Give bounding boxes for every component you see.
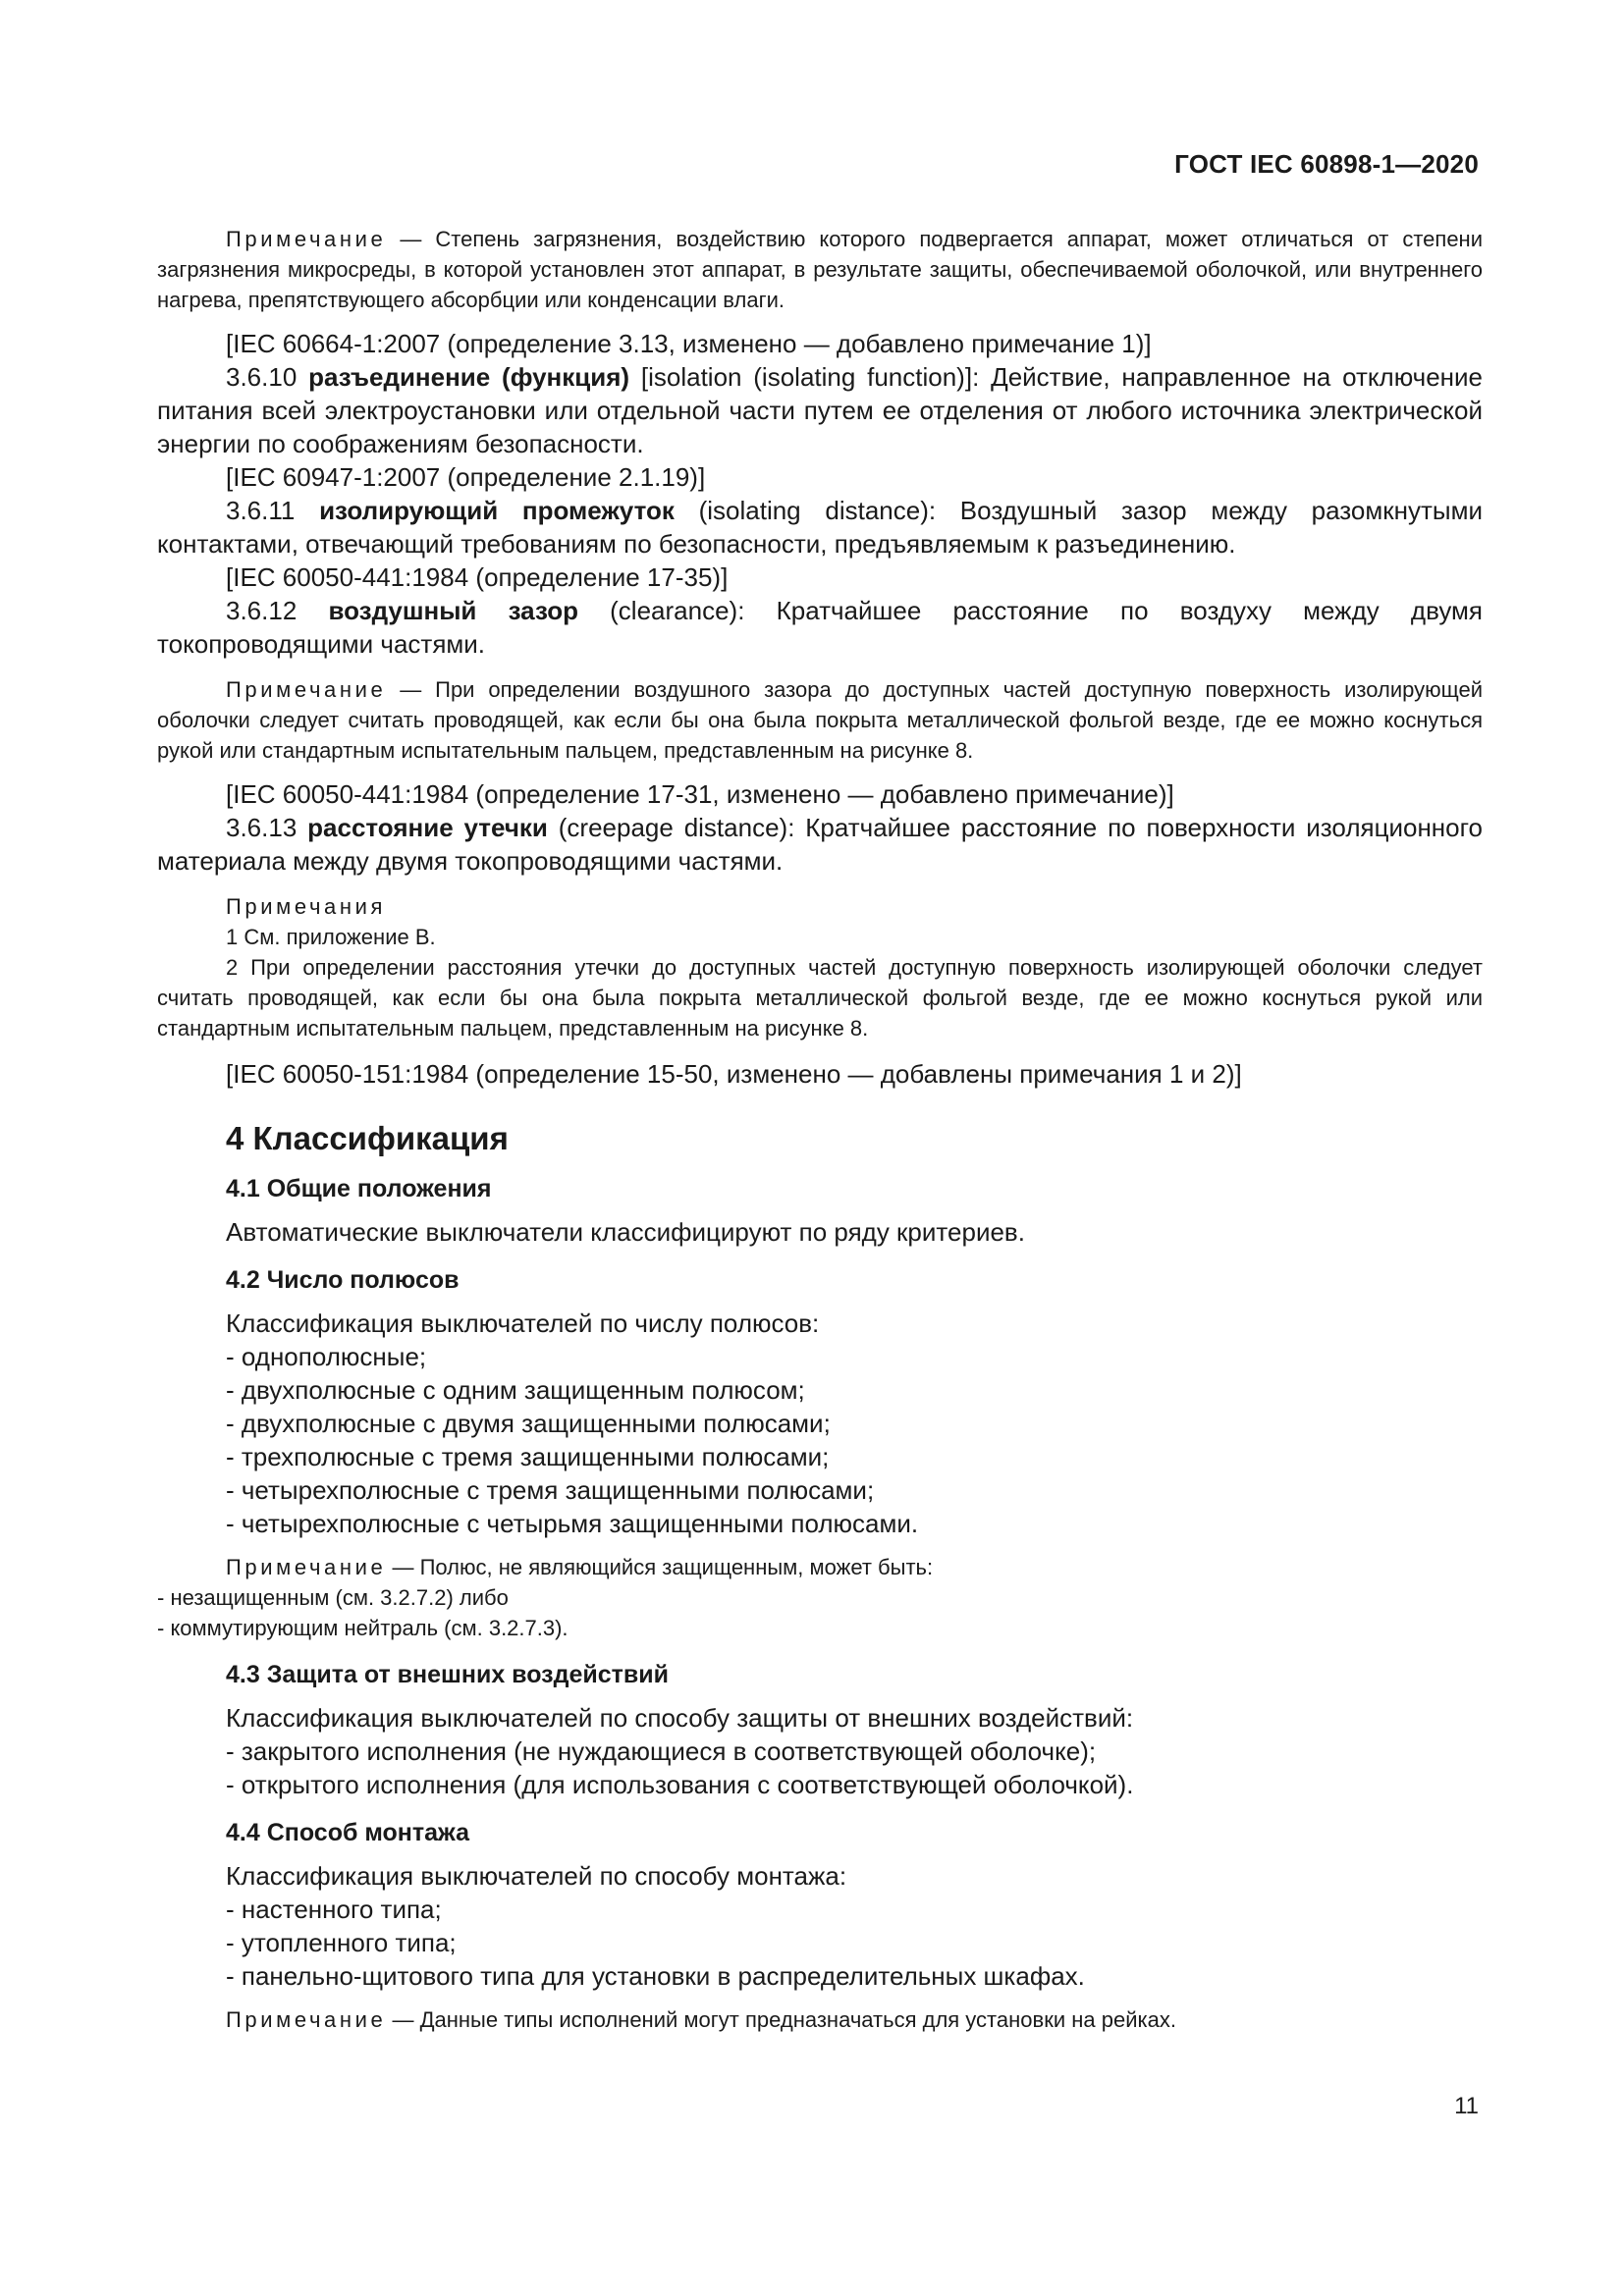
list-item: - двухполюсные с двумя защищенными полюсами;	[226, 1409, 831, 1438]
list-item: - открытого исполнения (для использования с соответствующей оболочкой).	[226, 1770, 1134, 1799]
notes-label: Примечания	[226, 894, 387, 919]
section-4-heading: 4 Классификация	[226, 1120, 509, 1156]
note-label: Примечание	[226, 227, 387, 251]
definition-term: воздушный зазор	[328, 596, 578, 625]
note-list-item: - незащищенным (см. 3.2.7.2) либо	[157, 1585, 509, 1610]
note-label: Примечание	[226, 1555, 387, 1579]
definition-term: расстояние утечки	[307, 813, 548, 842]
note-poles: Примечание — Полюс, не являющийся защищенным, может быть:	[226, 1555, 934, 1579]
list-item: - четырехполюсные с четырьмя защищенными полюсами.	[226, 1509, 919, 1538]
note-pollution: Примечание — Степень загрязнения, воздействию которого подвергается аппарат, может отличаться от степени загрязнения микросреды, в которой установлен этот аппарат, в результате защиты, обеспечиваемой оболочкой, или внутреннего нагрева, препятствующего абсорбции или конденсации влаги.	[157, 227, 1483, 312]
section-4-2-intro: Классификация выключателей по числу полюсов:	[226, 1308, 820, 1338]
reference-line: [IEC 60050-441:1984 (определение 17-35)]	[226, 562, 729, 592]
list-item: - настенного типа;	[226, 1895, 442, 1924]
section-4-3-intro: Классификация выключателей по способу защиты от внешних воздействий:	[226, 1703, 1134, 1733]
list-item: - четырехполюсные с тремя защищенными полюсами;	[226, 1475, 875, 1505]
list-item: - трехполюсные с тремя защищенными полюсами;	[226, 1442, 830, 1471]
section-4-3-heading: 4.3 Защита от внешних воздействий	[226, 1661, 669, 1688]
note-mounting: Примечание — Данные типы исполнений могут предназначаться для установки на рейках.	[226, 2007, 1176, 2032]
note-label: Примечание	[226, 2007, 387, 2032]
note-clearance: Примечание — При определении воздушного зазора до доступных частей доступную поверхность изолирующей оболочки следует считать проводящей, как если бы она была покрыта металлической фольгой везде, где ее можно коснуться рукой или стандартным испытательным пальцем, представленным на рисунке 8.	[157, 677, 1483, 763]
document-header: ГОСТ IEC 60898-1—2020	[1174, 149, 1479, 179]
list-item: - утопленного типа;	[226, 1928, 457, 1957]
list-item: - двухполюсные с одним защищенным полюсом;	[226, 1375, 805, 1405]
list-item: - закрытого исполнения (не нуждающиеся в соответствующей оболочке);	[226, 1736, 1097, 1766]
section-4-4-intro: Классификация выключателей по способу монтажа:	[226, 1861, 847, 1891]
page-content	[157, 224, 1483, 2035]
reference-line: [IEC 60050-441:1984 (определение 17-31, изменено — добавлено примечание)]	[226, 779, 1174, 809]
reference-line: [IEC 60050-151:1984 (определение 15-50, изменено — добавлены примечания 1 и 2)]	[226, 1059, 1242, 1089]
note-label: Примечание	[226, 677, 387, 702]
definition-3-6-13: 3.6.13 расстояние утечки (creepage distance): Кратчайшее расстояние по поверхности изоляционного материала между двумя токопроводящими частями.	[157, 813, 1483, 876]
definition-term: разъединение (функция)	[308, 362, 630, 392]
page-number: 11	[1454, 2093, 1479, 2119]
list-item: - однополюсные;	[226, 1342, 427, 1371]
section-4-1-text: Автоматические выключатели классифицируют по ряду критериев.	[226, 1217, 1025, 1247]
definition-term: изолирующий промежуток	[319, 496, 675, 525]
section-4-4-heading: 4.4 Способ монтажа	[226, 1819, 469, 1846]
note-text: При определении воздушного зазора до доступных частей доступную поверхность изолирующей оболочки следует считать проводящей, как если бы она была покрыта металлической фольгой везде, где ее можно коснуться рукой или стандартным испытательным пальцем, представленным на рисунке 8.	[157, 677, 1483, 763]
definition-3-6-12: 3.6.12 воздушный зазор (clearance): Кратчайшее расстояние по воздуху между двумя токопроводящими частями.	[157, 596, 1483, 659]
note-list-item: - коммутирующим нейтраль (см. 3.2.7.3).	[157, 1616, 568, 1640]
reference-line: [IEC 60947-1:2007 (определение 2.1.19)]	[226, 462, 706, 492]
section-4-2-heading: 4.2 Число полюсов	[226, 1266, 460, 1294]
list-item: - панельно-щитового типа для установки в распределительных шкафах.	[226, 1961, 1085, 1991]
note-text: Степень загрязнения, воздействию которого подвергается аппарат, может отличаться от степени загрязнения микросреды, в которой установлен этот аппарат, в результате защиты, обеспечиваемой оболочкой, или внутреннего нагрева, препятствующего абсорбции или конденсации влаги.	[157, 227, 1483, 312]
note-item-2: 2 При определении расстояния утечки до доступных частей доступную поверхность изолирующей оболочки следует считать проводящей, как если бы она была покрыта металлической фольгой везде, где ее можно коснуться рукой или стандартным испытательным пальцем, представленным на рисунке 8.	[157, 955, 1483, 1041]
definition-3-6-11: 3.6.11 изолирующий промежуток (isolating distance): Воздушный зазор между разомкнутыми контактами, отвечающий требованиям по безопасности, предъявляемым к разъединению.	[157, 496, 1483, 559]
definition-3-6-10: 3.6.10 разъединение (функция) [isolation (isolating function)]: Действие, направленное на отключение питания всей электроустановки или отдельной части путем ее отделения от любого источника электрической энергии по соображениям безопасности.	[157, 362, 1484, 458]
note-item-1: 1 См. приложение В.	[226, 925, 436, 949]
reference-line: [IEC 60664-1:2007 (определение 3.13, изменено — добавлено примечание 1)]	[226, 329, 1152, 358]
section-4-1-heading: 4.1 Общие положения	[226, 1175, 492, 1202]
